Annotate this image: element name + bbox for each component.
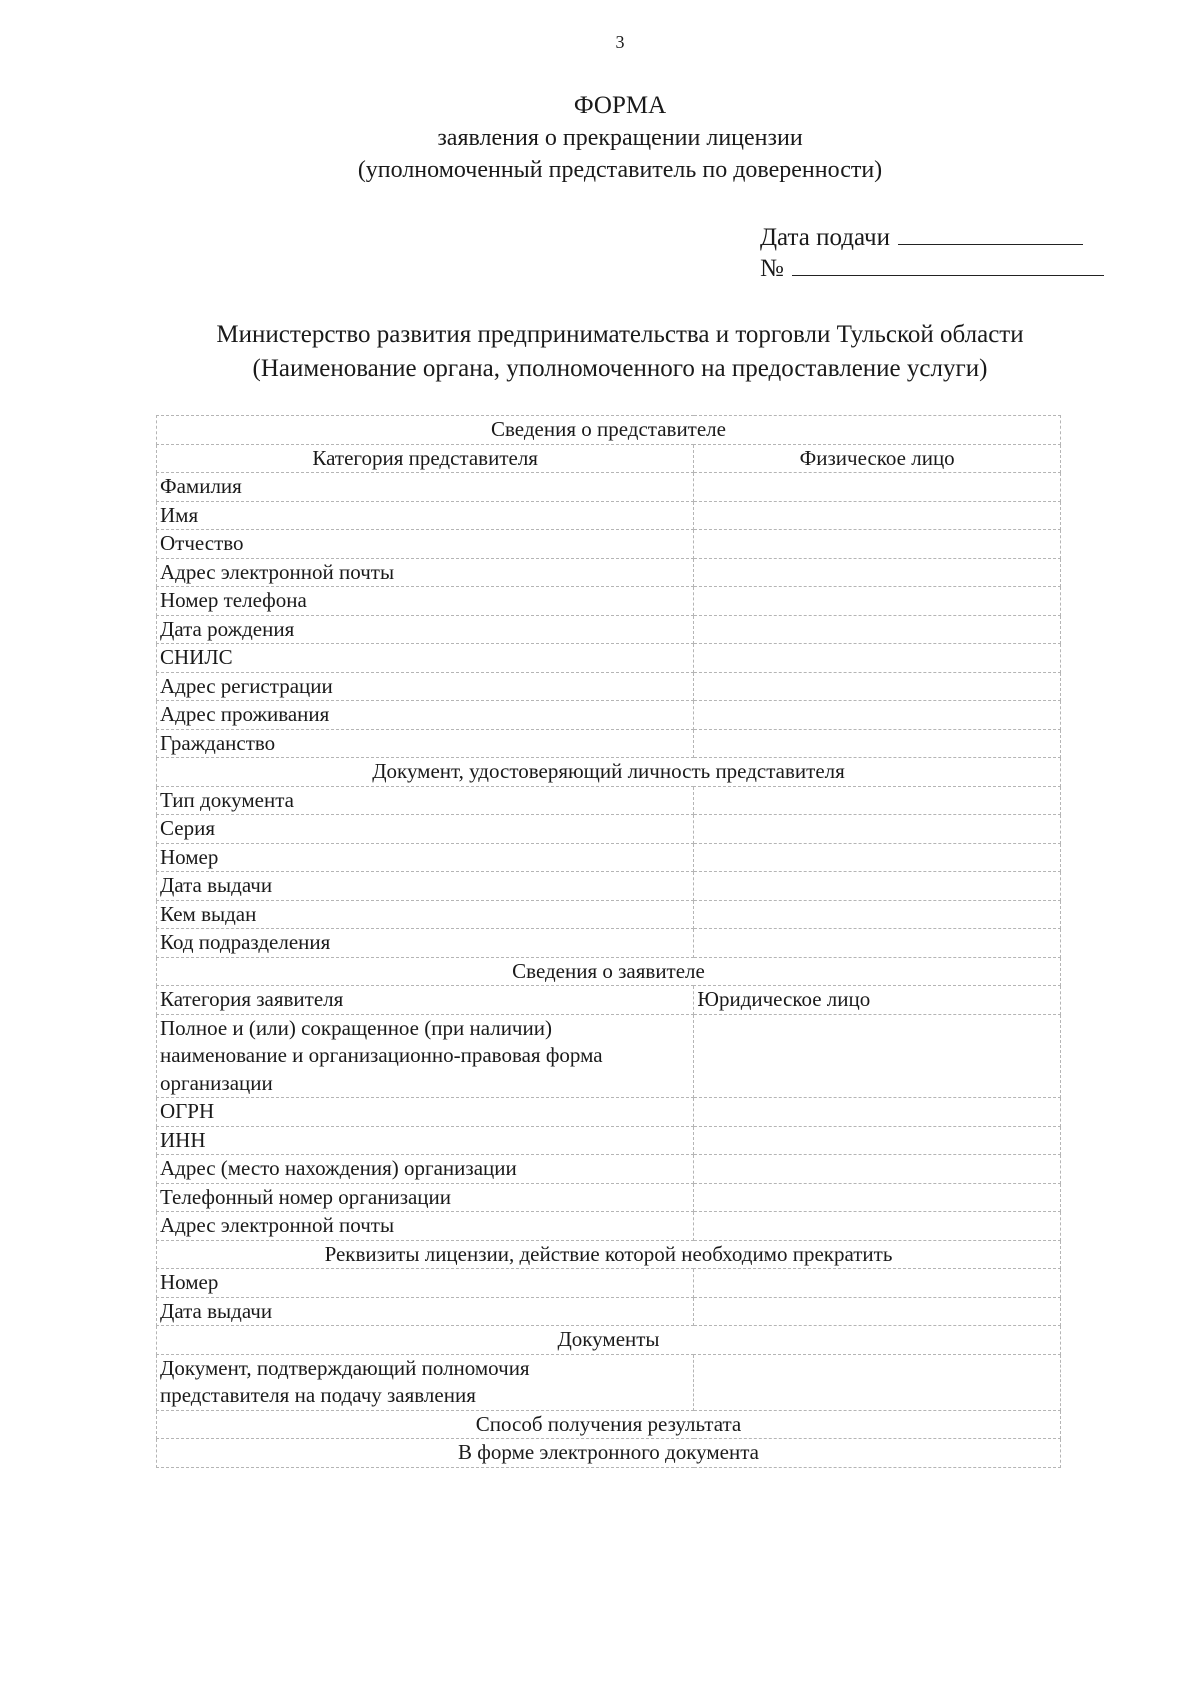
field-value bbox=[694, 1212, 1061, 1241]
table-row bbox=[157, 1269, 1061, 1298]
table-row bbox=[157, 786, 1061, 815]
field-label: Дата выдачи bbox=[157, 872, 694, 901]
field-value bbox=[694, 501, 1061, 530]
table-row bbox=[157, 929, 1061, 958]
section-header-row bbox=[157, 1240, 1061, 1269]
table-row bbox=[157, 473, 1061, 502]
field-value bbox=[694, 1354, 1061, 1410]
field-label: Фамилия bbox=[157, 473, 694, 502]
authority-document-label bbox=[157, 1354, 694, 1410]
field-value bbox=[694, 530, 1061, 559]
representative-category-label: Категория представителя bbox=[157, 444, 694, 473]
submission-date-label: Дата подачи bbox=[760, 224, 891, 251]
field-value bbox=[694, 786, 1061, 815]
table-row bbox=[157, 701, 1061, 730]
field-value bbox=[694, 1014, 1061, 1098]
application-table bbox=[156, 415, 1061, 1468]
authority-block bbox=[0, 318, 1200, 386]
field-label: Адрес электронной почты bbox=[157, 558, 694, 587]
field-label: Адрес электронной почты bbox=[157, 1212, 694, 1241]
applicant-section-title: Сведения о заявителе bbox=[157, 957, 1061, 986]
field-label: Номер bbox=[157, 843, 694, 872]
table-row bbox=[157, 1014, 1061, 1098]
form-title-block bbox=[0, 90, 1200, 186]
field-label: Тип документа bbox=[157, 786, 694, 815]
table-row bbox=[157, 587, 1061, 616]
section-header-row bbox=[157, 957, 1061, 986]
field-label: Адрес регистрации bbox=[157, 672, 694, 701]
field-value bbox=[694, 558, 1061, 587]
table-row bbox=[157, 1098, 1061, 1127]
section-header-row bbox=[157, 1410, 1061, 1439]
form-subtitle: заявления о прекращении лицензии bbox=[437, 125, 803, 151]
field-value bbox=[694, 1297, 1061, 1326]
field-label: Адрес проживания bbox=[157, 701, 694, 730]
submission-block bbox=[760, 222, 1104, 284]
field-label: Отчество bbox=[157, 530, 694, 559]
authority-caption: (Наименование органа, уполномоченного на предоставление услуги) bbox=[252, 355, 988, 382]
field-value bbox=[694, 872, 1061, 901]
field-label: Дата выдачи bbox=[157, 1297, 694, 1326]
field-label: СНИЛС bbox=[157, 644, 694, 673]
field-label: Телефонный номер организации bbox=[157, 1183, 694, 1212]
result-method-value: В форме электронного документа bbox=[157, 1439, 1061, 1468]
table-row bbox=[157, 444, 1061, 473]
organization-name-label-line: организации bbox=[160, 1070, 273, 1095]
field-value bbox=[694, 672, 1061, 701]
table-row bbox=[157, 1354, 1061, 1410]
table-row bbox=[157, 1212, 1061, 1241]
table-row bbox=[157, 872, 1061, 901]
table-row bbox=[157, 1297, 1061, 1326]
field-value bbox=[694, 587, 1061, 616]
section-header-row bbox=[157, 416, 1061, 445]
table-row bbox=[157, 843, 1061, 872]
organization-name-label-line: Полное и (или) сокращенное (при наличии) bbox=[160, 1015, 552, 1040]
table-row bbox=[157, 1155, 1061, 1184]
field-label: Гражданство bbox=[157, 729, 694, 758]
submission-number bbox=[760, 253, 1104, 284]
table-row bbox=[157, 986, 1061, 1015]
table-row bbox=[157, 1183, 1061, 1212]
field-value bbox=[694, 1155, 1061, 1184]
field-value bbox=[694, 1183, 1061, 1212]
field-value bbox=[694, 900, 1061, 929]
organization-name-label-line: наименование и организационно-правовая форма bbox=[160, 1043, 603, 1067]
field-value bbox=[694, 729, 1061, 758]
field-label: Имя bbox=[157, 501, 694, 530]
representative-category-value: Физическое лицо bbox=[694, 444, 1061, 473]
form-subtitle-representative: (уполномоченный представитель по доверенности) bbox=[357, 157, 883, 183]
table-row bbox=[157, 1126, 1061, 1155]
table-row bbox=[157, 1439, 1061, 1468]
result-section-title: Способ получения результата bbox=[157, 1410, 1061, 1439]
license-section-title: Реквизиты лицензии, действие которой необходимо прекратить bbox=[157, 1240, 1061, 1269]
field-value bbox=[694, 701, 1061, 730]
form-title: ФОРМА bbox=[573, 92, 667, 119]
field-value bbox=[694, 929, 1061, 958]
field-label: Номер телефона bbox=[157, 587, 694, 616]
table-row bbox=[157, 729, 1061, 758]
table-row bbox=[157, 644, 1061, 673]
field-label: Кем выдан bbox=[157, 900, 694, 929]
applicant-category-value: Юридическое лицо bbox=[694, 986, 1061, 1015]
table-row bbox=[157, 815, 1061, 844]
field-value bbox=[694, 644, 1061, 673]
submission-number-label: № bbox=[760, 255, 784, 282]
documents-section-title: Документы bbox=[157, 1326, 1061, 1355]
submission-date bbox=[760, 222, 1104, 253]
authority-document-label-line: представителя на подачу заявления bbox=[160, 1383, 476, 1407]
table-row bbox=[157, 501, 1061, 530]
organization-name-label bbox=[157, 1014, 694, 1098]
section-header-row bbox=[157, 758, 1061, 787]
table-row bbox=[157, 900, 1061, 929]
field-value bbox=[694, 1269, 1061, 1298]
field-value bbox=[694, 843, 1061, 872]
field-label: Дата рождения bbox=[157, 615, 694, 644]
table-row bbox=[157, 530, 1061, 559]
table-row bbox=[157, 558, 1061, 587]
field-label: Адрес (место нахождения) организации bbox=[157, 1155, 694, 1184]
representative-section-title: Сведения о представителе bbox=[157, 416, 1061, 445]
authority-document-label-line: Документ, подтверждающий полномочия bbox=[160, 1355, 530, 1380]
field-label: ИНН bbox=[157, 1126, 694, 1155]
applicant-category-label: Категория заявителя bbox=[157, 986, 694, 1015]
identity-document-section-title: Документ, удостоверяющий личность представителя bbox=[157, 758, 1061, 787]
field-value bbox=[694, 473, 1061, 502]
section-header-row bbox=[157, 1326, 1061, 1355]
field-label: Номер bbox=[157, 1269, 694, 1298]
submission-date-blank bbox=[898, 222, 1083, 245]
table-row bbox=[157, 615, 1061, 644]
authority-name: Министерство развития предпринимательства и торговли Тульской области bbox=[216, 321, 1024, 348]
field-value bbox=[694, 1126, 1061, 1155]
field-value bbox=[694, 815, 1061, 844]
page-number: 3 bbox=[615, 32, 625, 52]
field-value bbox=[694, 615, 1061, 644]
field-value bbox=[694, 1098, 1061, 1127]
field-label: ОГРН bbox=[157, 1098, 694, 1127]
field-label: Серия bbox=[157, 815, 694, 844]
table-row bbox=[157, 672, 1061, 701]
field-label: Код подразделения bbox=[157, 929, 694, 958]
submission-number-blank bbox=[792, 253, 1104, 276]
